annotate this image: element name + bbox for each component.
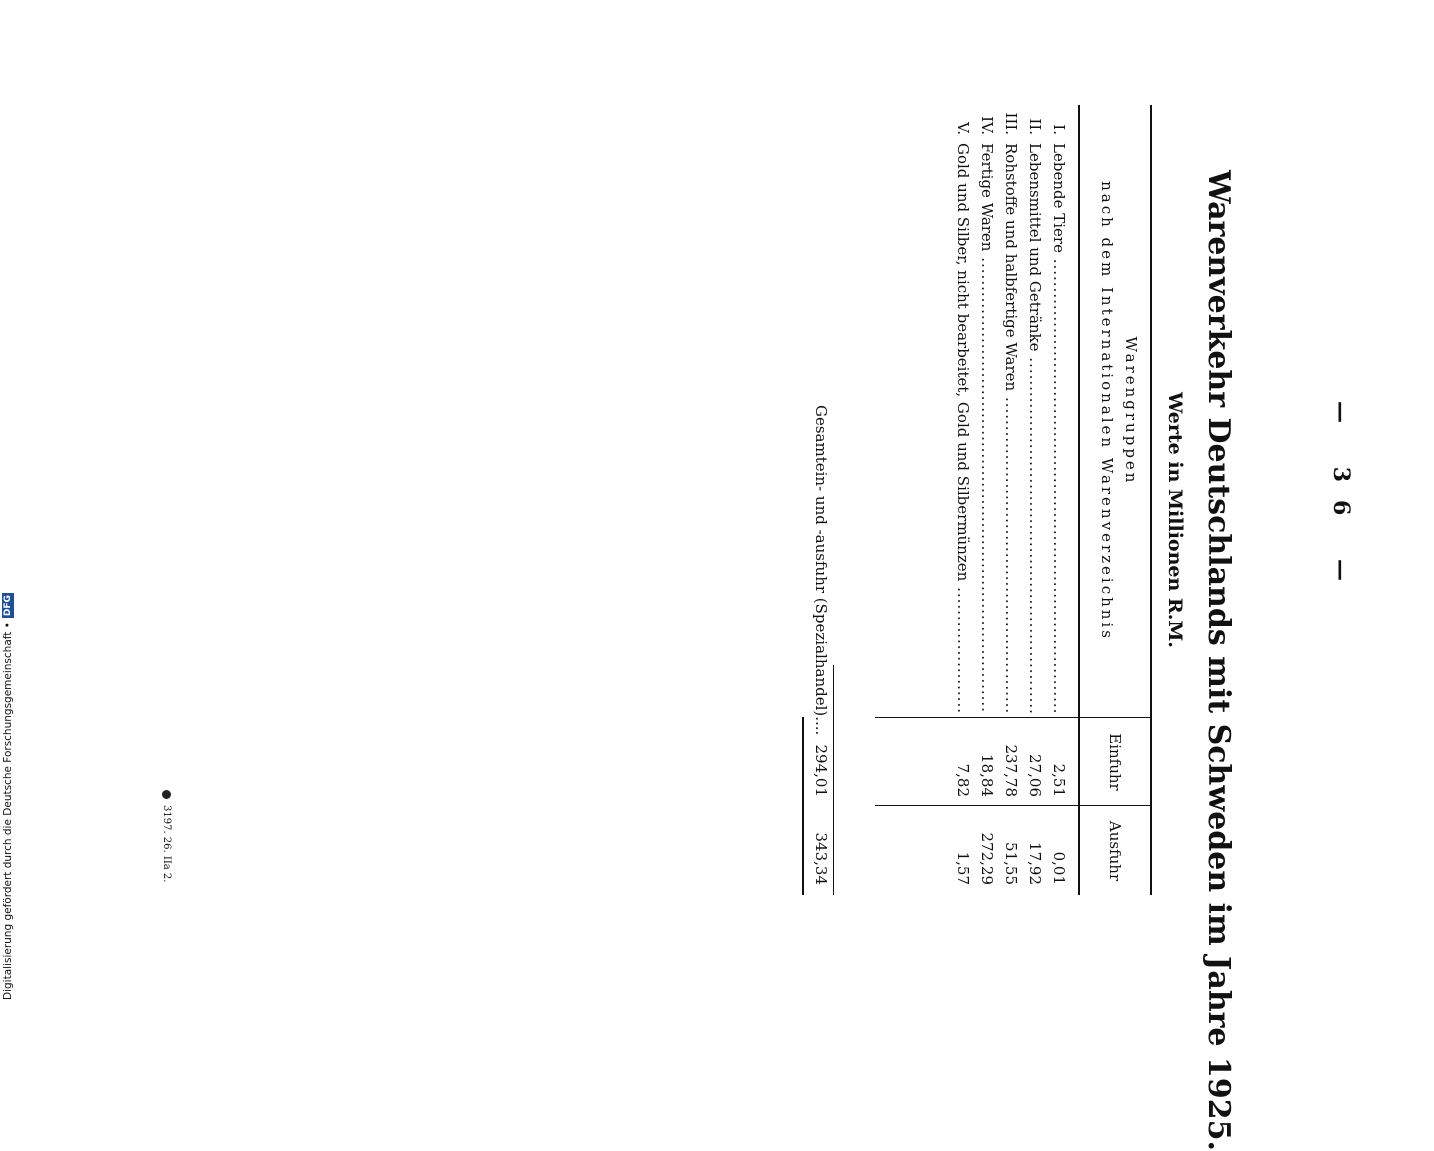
- row-import-value: 2,51: [1050, 763, 1068, 797]
- document-subtitle: Werte in Millionen R.M.: [1164, 392, 1186, 648]
- row-label: Fertige Waren .....: [978, 143, 996, 713]
- table-body: [944, 105, 1080, 895]
- total-separator: [833, 665, 834, 717]
- row-number: II.: [1026, 118, 1044, 135]
- total-import-value: 294,01: [812, 744, 830, 797]
- row-import-value: 27,06: [1026, 754, 1044, 797]
- digitization-credit: [2, 595, 16, 1000]
- row-label: Rohstoffe und halbfertige Waren .....: [1002, 143, 1020, 713]
- stamp-text: 3197. 26. IIa 2.: [161, 805, 172, 883]
- header-import: Einfuhr: [1080, 717, 1150, 806]
- header-group-line2: nach dem Internationalen Warenverzeichnis: [1098, 181, 1116, 641]
- row-label: Lebensmittel und Getränke .....: [1026, 143, 1044, 713]
- header-group-column: [1080, 105, 1150, 717]
- row-import-value: 18,84: [978, 754, 996, 797]
- row-label: Gold und Silber, nicht bearbeitet, Gold und Silbermünzen .....: [954, 143, 972, 713]
- table-row: [972, 105, 996, 895]
- table-row: [996, 105, 1020, 895]
- total-export-value: 343,34: [812, 832, 830, 885]
- table-row: [1044, 105, 1068, 895]
- row-number: III.: [1002, 112, 1020, 135]
- row-export-value: 51,55: [1002, 842, 1020, 885]
- row-label: Lebende Tiere .....: [1050, 143, 1068, 713]
- dfg-logo-icon: DFG: [3, 595, 13, 617]
- row-export-value: 17,92: [1026, 842, 1044, 885]
- print-stamp: [161, 790, 172, 882]
- row-number: IV.: [978, 116, 996, 135]
- row-number: V.: [954, 122, 972, 135]
- table-row: [948, 105, 972, 895]
- table-header: [1078, 105, 1152, 895]
- stamp-mark-icon: [162, 790, 171, 799]
- total-row: [804, 105, 830, 895]
- page-number: — 36 —: [1328, 401, 1354, 599]
- total-separator: [833, 717, 834, 895]
- row-export-value: 0,01: [1050, 851, 1068, 885]
- header-export: Ausfuhr: [1080, 805, 1150, 896]
- bottom-rule: [802, 717, 804, 895]
- total-label: Gesamtein- und -ausfuhr (Spezialhandel)....: [812, 405, 830, 736]
- header-group-line1: Warengruppen: [1122, 336, 1140, 486]
- document-title: Warenverkehr Deutschlands mit Schweden im Jahre 1925.: [1201, 170, 1236, 1151]
- row-export-value: 272,29: [978, 832, 996, 885]
- row-export-value: 1,57: [954, 851, 972, 885]
- table-row: [1020, 105, 1044, 895]
- row-import-value: 237,78: [1002, 744, 1020, 797]
- row-import-value: 7,82: [954, 763, 972, 797]
- row-number: I.: [1050, 124, 1068, 135]
- credit-text: Digitalisierung gefördert durch die Deutsche Forschungsgemeinschaft •: [2, 622, 14, 1000]
